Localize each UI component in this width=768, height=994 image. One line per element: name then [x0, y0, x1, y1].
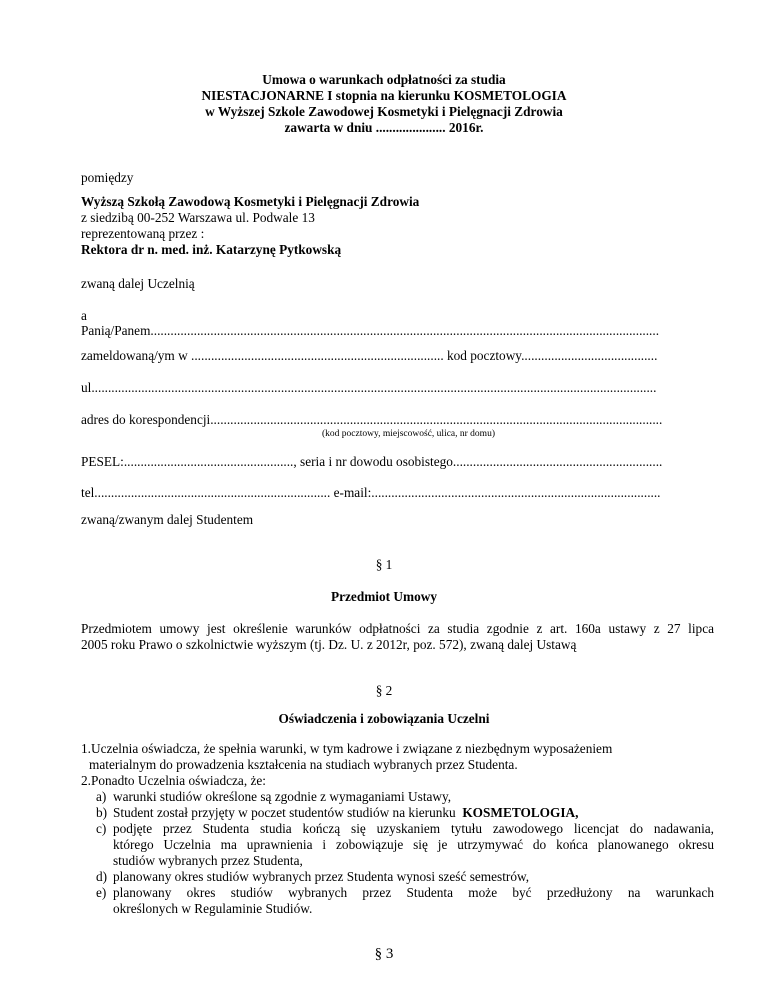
- section-1-text-line-1: Przedmiotem umowy jest określenie warunków odpłatności za studia zgodnie z art. 160a ustawy z 27 lipca: [81, 621, 714, 636]
- list-item-e-line-2: określonych w Regulaminie Studiów.: [113, 901, 313, 916]
- list-item-d: [96, 869, 714, 885]
- correspondence-address-field: adres do korespondencji........................................................................................................................................: [81, 412, 663, 427]
- school-seat: z siedzibą 00-252 Warszawa ul. Podwale 13: [81, 210, 315, 225]
- list-item-b: [96, 805, 714, 821]
- list-marker: e): [96, 885, 107, 900]
- and-text: a: [81, 308, 87, 323]
- rector-name: Rektora dr n. med. inż. Katarzynę Pytkowską: [81, 242, 342, 257]
- called-student: zwaną/zwanym dalej Studentem: [81, 512, 254, 527]
- title-line-2: NIESTACJONARNE I stopnia na kierunku KOSMETOLOGIA: [201, 88, 567, 103]
- list-item-c-line-2: którego Uczelnia ma uprawnienia i zobowiązuje się je utrzymywać do końca planowanego okresu: [113, 837, 714, 852]
- list-item-text: Student został przyjęty w poczet studentów studiów na kierunku: [113, 805, 463, 820]
- list-marker: a): [96, 789, 107, 804]
- represented-by: reprezentowaną przez :: [81, 226, 205, 241]
- street-field: ul..........................................................................................................................................................................: [81, 380, 657, 395]
- list-marker: c): [96, 821, 107, 836]
- list-marker: d): [96, 869, 108, 884]
- contact-field: tel....................................................................... e-mail:.......................................................................................: [81, 485, 661, 500]
- pesel-field: PESEL:..................................................., seria i nr dowodu osobistego...............................................................: [81, 454, 663, 469]
- between-text: pomiędzy: [81, 170, 134, 185]
- title-line-4: zawarta w dniu ..................... 2016r.: [284, 120, 484, 135]
- student-name-field: Panią/Panem.........................................................................................................................................................: [81, 323, 660, 338]
- address-hint: (kod pocztowy, miejscowość, ulica, nr domu): [322, 429, 495, 439]
- list-item-text: planowany okres studiów wybranych przez Studenta wynosi sześć semestrów,: [113, 869, 530, 884]
- section-1-text-line-2: 2005 roku Prawo o szkolnictwie wyższym (tj. Dz. U. z 2012r, poz. 572), zwaną dalej Ustawą: [81, 637, 577, 652]
- section-2-number: § 2: [375, 683, 393, 698]
- section-2-paragraph-2: 2.Ponadto Uczelnia oświadcza, że:: [81, 773, 266, 788]
- field-of-study-name: KOSMETOLOGIA,: [462, 805, 579, 820]
- title-line-1: Umowa o warunkach odpłatności za studia: [262, 72, 506, 87]
- section-1-title: Przedmiot Umowy: [331, 589, 437, 604]
- list-item-e: [96, 885, 714, 901]
- section-1-number: § 1: [375, 557, 393, 572]
- registered-address-field: zameldowaną/ym w ............................................................................ kod pocztowy.........................................: [81, 348, 658, 363]
- section-2-paragraph-1-line-1: 1.Uczelnia oświadcza, że spełnia warunki, w tym kadrowe i związane z niezbędnym wyposażeniem: [81, 741, 613, 756]
- section-2-title: Oświadczenia i zobowiązania Uczelni: [278, 711, 490, 726]
- called-school: zwaną dalej Uczelnią: [81, 276, 195, 291]
- section-3-number: § 3: [374, 946, 394, 962]
- list-item-c-line-3: studiów wybranych przez Studenta,: [113, 853, 303, 868]
- list-item-text: warunki studiów określone są zgodnie z wymaganiami Ustawy,: [113, 789, 452, 804]
- list-item-a: [96, 789, 714, 805]
- title-line-3: w Wyższej Szkole Zawodowej Kosmetyki i Pielęgnacji Zdrowia: [205, 104, 563, 119]
- list-item-text: planowany okres studiów wybranych przez Studenta może być przedłużony na warunkach: [113, 885, 714, 900]
- list-item-text: podjęte przez Studenta studia kończą się uzyskaniem tytułu zawodowego licencjat do nadawania,: [113, 821, 714, 836]
- list-item-c: [96, 821, 714, 837]
- list-marker: b): [96, 805, 108, 820]
- section-2-paragraph-1-line-2: materialnym do prowadzenia kształcenia na studiach wybranych przez Studenta.: [89, 757, 518, 772]
- school-name: Wyższą Szkołą Zawodową Kosmetyki i Pielęgnacji Zdrowia: [81, 194, 420, 209]
